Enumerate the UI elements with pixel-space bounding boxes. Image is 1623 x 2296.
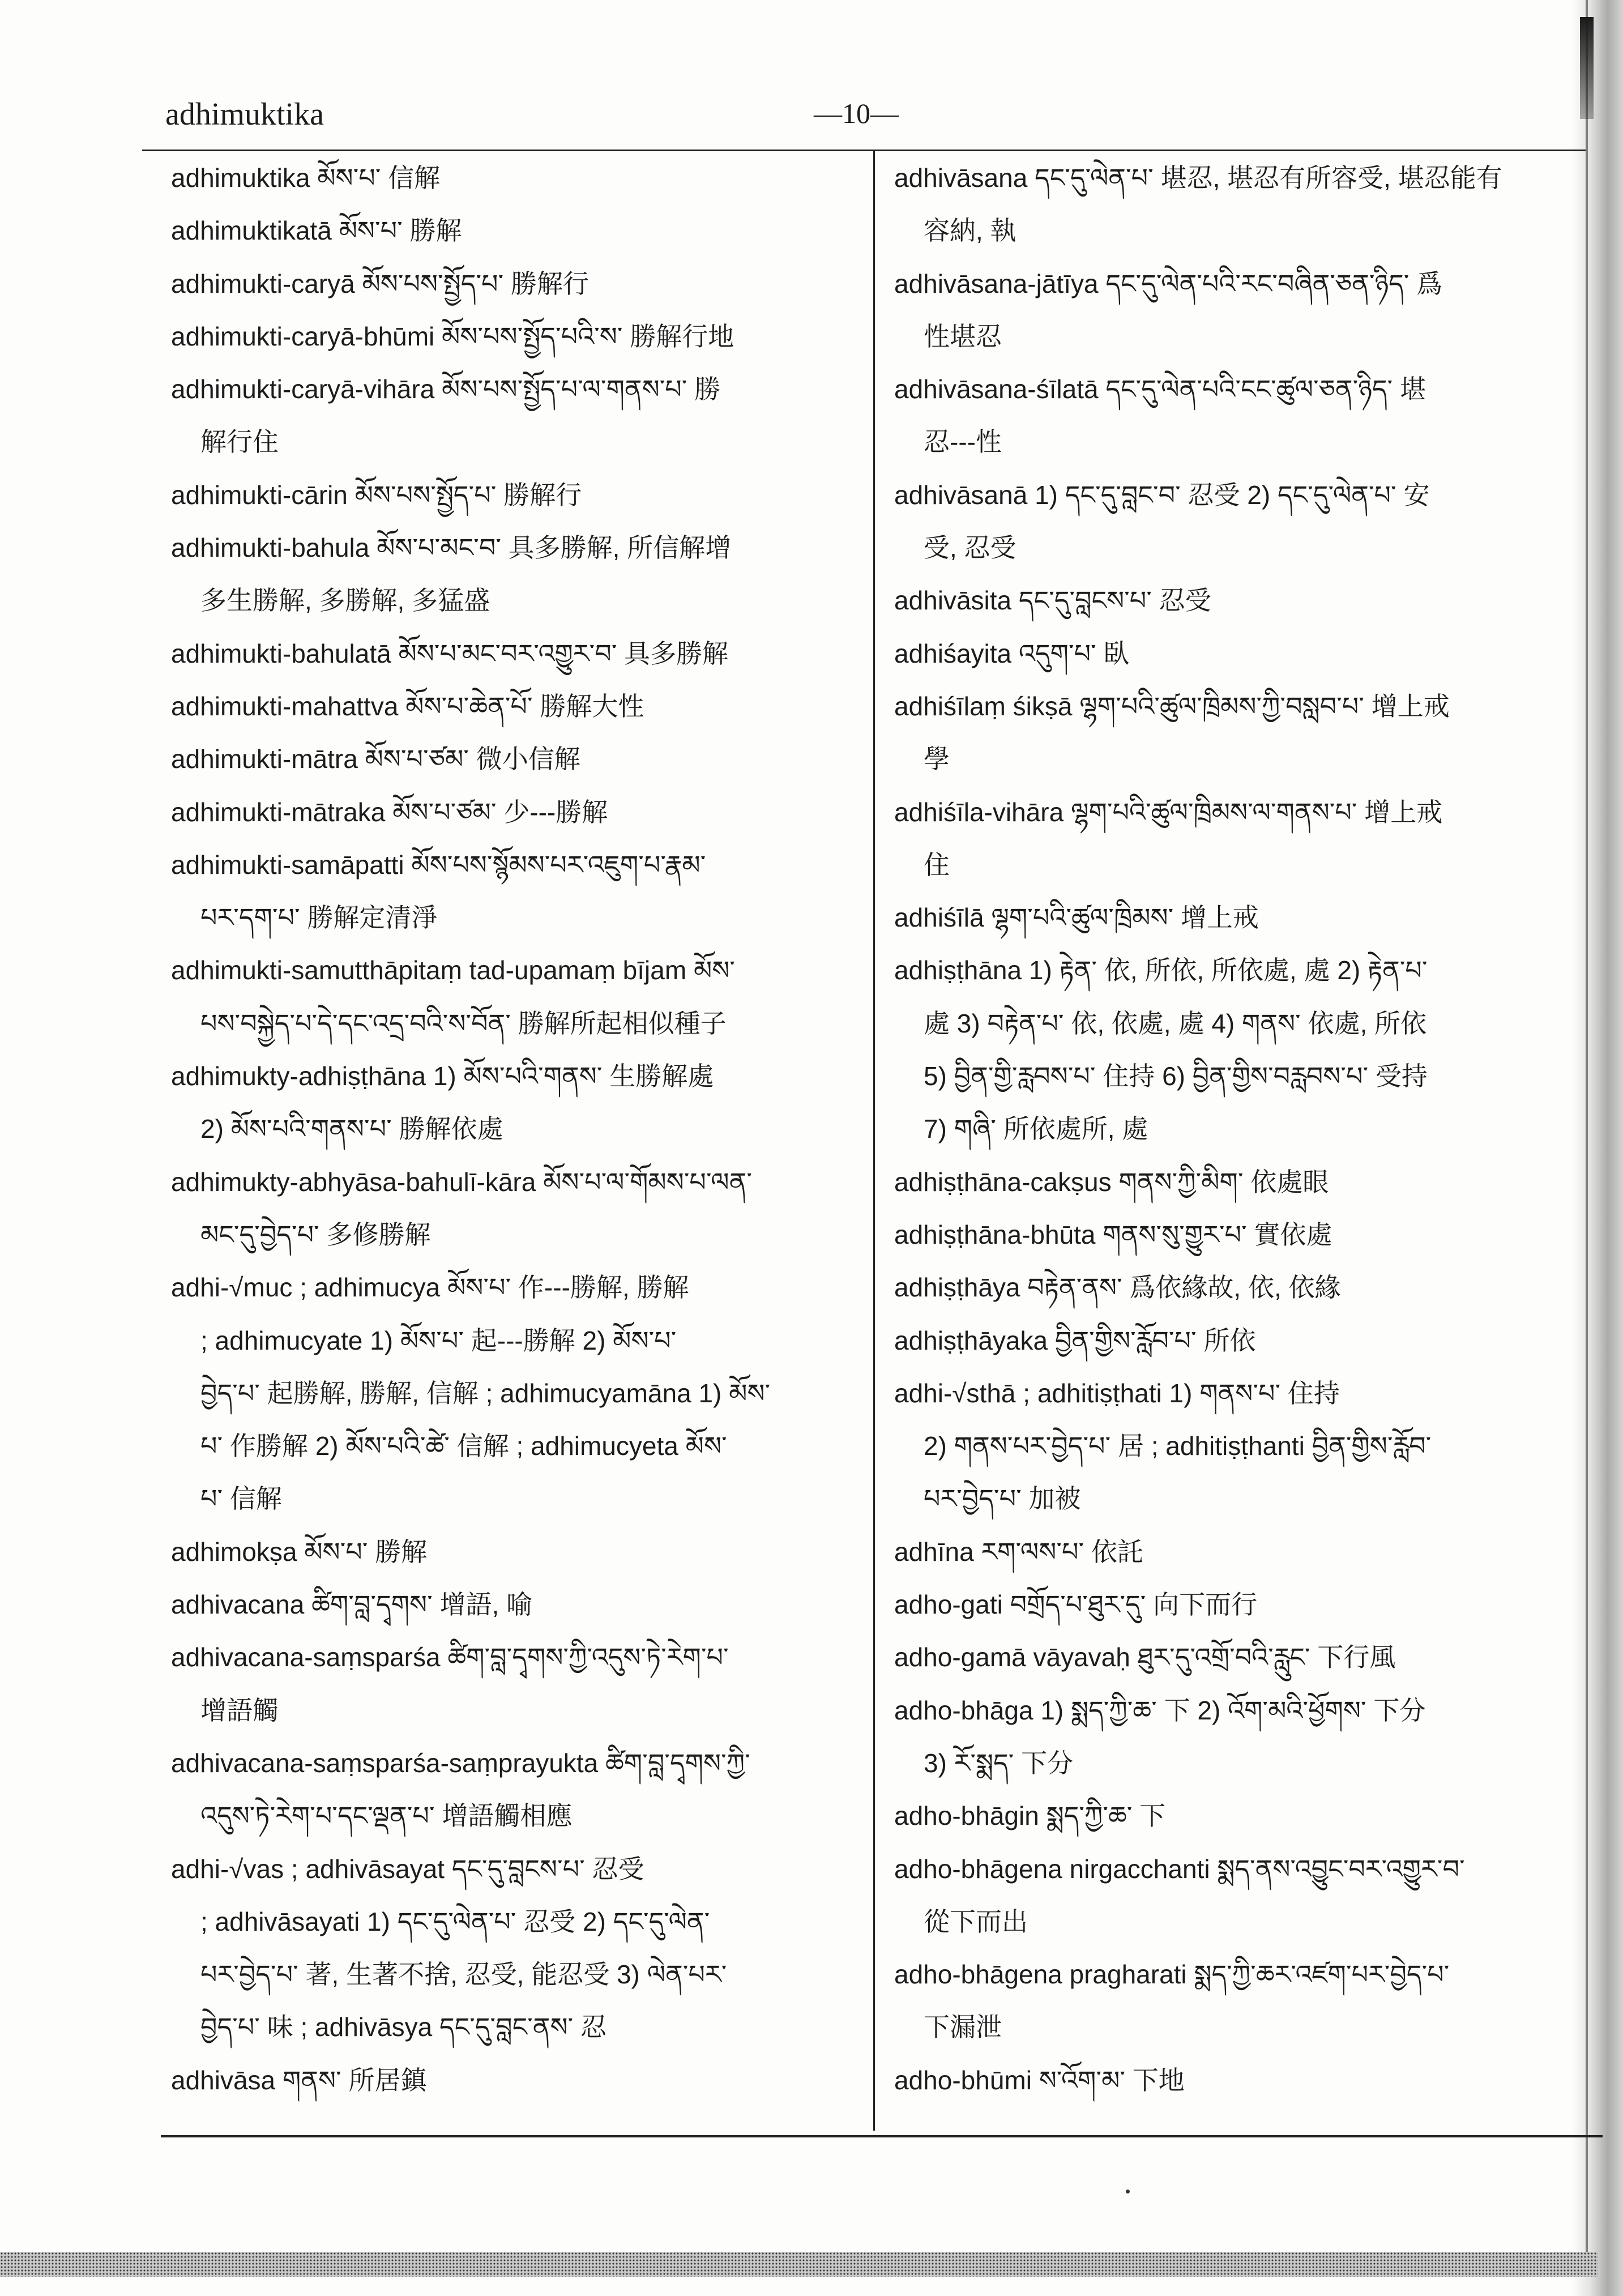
dictionary-entry: [171, 1737, 861, 1843]
entry-continuation-line: 7) གཞི་ 所依處所, 處: [924, 1114, 1148, 1144]
entry-continuation-line: པར་བྱེད་པ་ 著, 生著不捨, 忍受, 能忍受 3) ལེན་པར་: [200, 1960, 727, 1990]
bottom-rule: [161, 2135, 1603, 2137]
entry-line: adhiśīlā ལྷག་པའི་ཚུལ་ཁྲིམས་ 增上戒: [894, 903, 1259, 933]
entry-continuation-line: 下漏泄: [924, 2012, 1002, 2042]
entry-line: adho-bhāgena pragharati སྨད་ཀྱི་ཆར་འཛག་པར་བྱེད་པ་: [894, 1960, 1450, 1990]
entry-continuation-line: 忍---性: [924, 427, 1002, 457]
entry-continuation-line: མང་དུ་བྱེད་པ་ 多修勝解: [200, 1219, 431, 1249]
dictionary-entry: [894, 786, 1574, 892]
entry-line: adhimukti-bahula མོས་པ་མང་བ་ 具多勝解, 所信解增: [171, 533, 732, 563]
dictionary-entry: [171, 1261, 861, 1525]
entry-line: adhiṣṭhāya བརྟེན་ནས་ 爲依緣故, 依, 依緣: [894, 1273, 1341, 1303]
entry-line: adhimukti-samutthāpitaṃ tad-upamaṃ bījam མོས་: [171, 955, 735, 985]
dictionary-entry: [894, 1526, 1574, 1578]
dictionary-entry: [894, 2054, 1574, 2107]
entry-continuation-line: བྱེད་པ་ 起勝解, 勝解, 信解 ; adhimucyamāna 1) མོས་: [200, 1378, 771, 1408]
entry-line: adhi-√sthā ; adhitiṣṭhati 1) གནས་པ་ 住持: [894, 1378, 1340, 1408]
entry-continuation-line: བྱེད་པ་ 味 ; adhivāsya དང་དུ་བླང་ནས་ 忍: [200, 2012, 607, 2042]
dictionary-entry: [171, 1050, 861, 1156]
scan-halftone-band: [0, 2252, 1598, 2277]
entry-line: adhi-√muc ; adhimucya མོས་པ་ 作---勝解, 勝解: [171, 1273, 689, 1303]
dictionary-entry: [894, 1790, 1574, 1842]
entry-line: adhiṣṭhāna-bhūta གནས་སུ་གྱུར་པ་ 實依處: [894, 1219, 1332, 1249]
entry-line: adhivāsana-śīlatā དང་དུ་ལེན་པའི་ངང་ཚུལ་ཅན་ཉིད་ 堪: [894, 374, 1426, 404]
entry-line: adhivāsa གནས་ 所居鎮: [171, 2065, 427, 2095]
dictionary-entry: [171, 1843, 861, 2054]
entry-continuation-line: 增語觸: [200, 1695, 279, 1725]
dictionary-entry: [171, 152, 861, 204]
dictionary-entry: [894, 152, 1574, 258]
entry-line: adhimukty-adhiṣṭhāna 1) མོས་པའི་གནས་ 生勝解處: [171, 1061, 714, 1091]
dictionary-entry: [171, 1156, 861, 1262]
entry-continuation-line: 學: [924, 744, 950, 774]
dictionary-entry: [894, 1578, 1574, 1631]
dictionary-entry: [894, 1948, 1574, 2054]
entry-line: adhimokṣa མོས་པ་ 勝解: [171, 1537, 428, 1567]
entry-line: adhiśayita འདུག་པ་ 臥: [894, 638, 1130, 668]
entry-line: adhivacana-saṃsparśa-saṃprayukta ཚིག་བླ་དྭགས་ཀྱི་: [171, 1748, 750, 1778]
entry-continuation-line: 2) མོས་པའི་གནས་པ་ 勝解依處: [200, 1114, 503, 1144]
entry-continuation-line: པ་ 信解: [200, 1484, 282, 1514]
entry-continuation-line: 解行住: [200, 427, 279, 457]
dictionary-entry: [171, 1578, 861, 1631]
entry-line: adhivāsanā 1) དང་དུ་བླང་བ་ 忍受 2) དང་དུ་ལེན་པ་ 安: [894, 480, 1430, 510]
left-column: [171, 152, 861, 2111]
scan-edge-shadow: [1572, 0, 1623, 2296]
entry-line: adhimuktika མོས་པ་ 信解: [171, 163, 441, 193]
entry-continuation-line: 性堪忍: [924, 321, 1002, 351]
column-divider: [873, 151, 875, 2131]
entry-line: adhivāsana དང་དུ་ལེན་པ་ 堪忍, 堪忍有所容受, 堪忍能有: [894, 163, 1502, 193]
entry-line: adhimuktikatā མོས་པ་ 勝解: [171, 216, 462, 246]
dictionary-entry: [894, 1684, 1574, 1790]
dictionary-entry: [894, 1261, 1574, 1314]
entry-continuation-line: 多生勝解, 多勝解, 多猛盛: [200, 586, 490, 616]
dictionary-entry: [171, 2054, 861, 2107]
running-head: adhimuktika: [165, 97, 324, 132]
entry-line: adhivāsana-jātīya དང་དུ་ལེན་པའི་རང་བཞིན་ཅན་ཉིད་ 爲: [894, 268, 1443, 298]
entry-line: adhimukti-caryā-vihāra མོས་པས་སྤྱོད་པ་ལ་གནས་པ་ 勝: [171, 374, 721, 404]
entry-continuation-line: 容納, 執: [924, 216, 1016, 246]
entry-line: adhivāsita དང་དུ་བླངས་པ་ 忍受: [894, 586, 1211, 616]
dictionary-entry: [894, 680, 1574, 786]
entry-line: adhiṣṭhāna-cakṣus གནས་ཀྱི་མིག་ 依處眼: [894, 1167, 1329, 1197]
dictionary-entry: [894, 574, 1574, 627]
entry-line: adho-bhāgin སྨད་ཀྱི་ཆ་ 下: [894, 1801, 1166, 1831]
dictionary-entry: [171, 944, 861, 1050]
dictionary-entry: [894, 469, 1574, 575]
entry-continuation-line: 住: [924, 850, 950, 880]
dictionary-entry: [171, 204, 861, 257]
entry-line: adhimukti-mātraka མོས་པ་ཙམ་ 少---勝解: [171, 797, 608, 827]
entry-continuation-line: 5) བྱིན་གྱི་རླབས་པ་ 住持 6) བྱིན་གྱིས་བརླབས་པ་ 受持: [924, 1061, 1428, 1091]
dictionary-entry: [894, 1367, 1574, 1526]
entry-line: adhimukti-samāpatti མོས་པས་སྙོམས་པར་འཇུག་པ་རྣམ་: [171, 850, 706, 880]
entry-continuation-line: པར་བྱེད་པ་ 加被: [924, 1484, 1081, 1514]
entry-line: adhimukti-caryā-bhūmi མོས་པས་སྤྱོད་པའི་ས་ 勝解行地: [171, 321, 734, 351]
entry-continuation-line: 2) གནས་པར་བྱེད་པ་ 居 ; adhitiṣṭhanti བྱིན་གྱིས་རློབ་: [924, 1431, 1432, 1461]
entry-line: adho-bhāga 1) སྨད་ཀྱི་ཆ་ 下 2) འོག་མའི་ཕྱོགས་ 下分: [894, 1695, 1426, 1725]
entry-line: adhivacana ཚིག་བླ་དྭགས་ 增語, 喻: [171, 1590, 533, 1620]
scan-edge-mark: [1580, 17, 1594, 119]
dictionary-entry: [171, 310, 861, 363]
dictionary-entry: [894, 363, 1574, 469]
dictionary-entry: [171, 1526, 861, 1578]
entry-line: adhimukti-bahulatā མོས་པ་མང་བར་འགྱུར་བ་ 具多勝解: [171, 638, 729, 668]
dictionary-entry: [894, 944, 1574, 1155]
dictionary-entry: [171, 258, 861, 310]
dictionary-entry: [894, 1315, 1574, 1367]
top-rule: [142, 150, 1586, 151]
entry-line: adhiśīlaṃ śikṣā ལྷག་པའི་ཚུལ་ཁྲིམས་ཀྱི་བསླབ་པ་ 增上戒: [894, 691, 1450, 721]
entry-line: adho-gamā vāyavaḥ ཐུར་དུ་འགྲོ་བའི་རླུང་ 下行風: [894, 1642, 1396, 1672]
dictionary-entry: [894, 891, 1574, 944]
entry-continuation-line: 受, 忍受: [924, 533, 1016, 563]
dictionary-entry: [171, 680, 861, 733]
entry-line: adhiśīla-vihāra ལྷག་པའི་ཚུལ་ཁྲིམས་ལ་གནས་པ་ 增上戒: [894, 797, 1443, 827]
dictionary-entry: [171, 522, 861, 628]
entry-line: adhimukty-abhyāsa-bahulī-kāra མོས་པ་ལ་གོམས་པ་ལན་: [171, 1167, 752, 1197]
entry-line: adhiṣṭhāna 1) རྟེན་ 依, 所依, 所依處, 處 2) རྟེན་པ་: [894, 955, 1428, 985]
dictionary-entry: [171, 469, 861, 522]
dictionary-entry: [171, 363, 861, 469]
entry-continuation-line: ; adhivāsayati 1) དང་དུ་ལེན་པ་ 忍受 2) དང་དུ་ལེན་: [200, 1906, 710, 1936]
dictionary-entry: [894, 628, 1574, 680]
entry-line: adhi-√vas ; adhivāsayat དང་དུ་བླངས་པ་ 忍受: [171, 1854, 644, 1884]
page-number: —10—: [814, 97, 899, 129]
dictionary-entry: [171, 839, 861, 945]
entry-continuation-line: 從下而出: [924, 1906, 1028, 1936]
dictionary-entry: [894, 1209, 1574, 1261]
entry-continuation-line: པས་བསྐྱེད་པ་དེ་དང་འདྲ་བའི་ས་བོན་ 勝解所起相似種子: [200, 1008, 727, 1038]
entry-line: adho-gati བགྲོད་པ་ཐུར་དུ་ 向下而行: [894, 1590, 1258, 1620]
dictionary-entry: [171, 786, 861, 839]
entry-continuation-line: 3) རོ་སྨད་ 下分: [924, 1748, 1074, 1778]
dictionary-entry: [894, 1631, 1574, 1684]
dictionary-entry: [171, 733, 861, 786]
entry-line: adhimukti-caryā མོས་པས་སྤྱོད་པ་ 勝解行: [171, 268, 589, 298]
right-column: [894, 152, 1574, 2111]
entry-line: adhimukti-cārin མོས་པས་སྤྱོད་པ་ 勝解行: [171, 480, 582, 510]
entry-line: adho-bhāgena nirgacchanti སྨད་ནས་འབྱུང་བར་འགྱུར་བ་: [894, 1854, 1465, 1884]
entry-continuation-line: 處 3) བརྟེན་པ་ 依, 依處, 處 4) གནས་ 依處, 所依: [924, 1008, 1427, 1038]
entry-line: adhiṣṭhāyaka བྱིན་གྱིས་རློབ་པ་ 所依: [894, 1325, 1256, 1355]
entry-continuation-line: འདུས་ཏེ་རེག་པ་དང་ལྡན་པ་ 增語觸相應: [200, 1801, 573, 1831]
entry-continuation-line: ; adhimucyate 1) མོས་པ་ 起---勝解 2) མོས་པ་: [200, 1325, 677, 1355]
entry-continuation-line: པར་དག་པ་ 勝解定清淨: [200, 903, 438, 933]
dictionary-entry: [171, 1631, 861, 1737]
dictionary-entry: [894, 1156, 1574, 1209]
dictionary-entry: [894, 1843, 1574, 1949]
dictionary-entry: [171, 628, 861, 680]
entry-line: adhivacana-saṃsparśa ཚིག་བླ་དྭགས་ཀྱི་འདུས་ཏེ་རེག་པ་: [171, 1642, 729, 1672]
dictionary-entry: [894, 258, 1574, 364]
scan-speck: [1126, 2190, 1130, 2193]
entry-line: adhīna རག་ལས་པ་ 依託: [894, 1537, 1143, 1567]
entry-line: adhimukti-mahattva མོས་པ་ཆེན་པོ་ 勝解大性: [171, 691, 644, 721]
scan-edge-line: [1586, 0, 1588, 2260]
entry-line: adhimukti-mātra མོས་པ་ཙམ་ 微小信解: [171, 744, 580, 774]
entry-continuation-line: པ་ 作勝解 2) མོས་པའི་ཚེ་ 信解 ; adhimucyeta མོས་: [200, 1431, 727, 1461]
entry-line: adho-bhūmi ས་འོག་མ་ 下地: [894, 2065, 1185, 2095]
